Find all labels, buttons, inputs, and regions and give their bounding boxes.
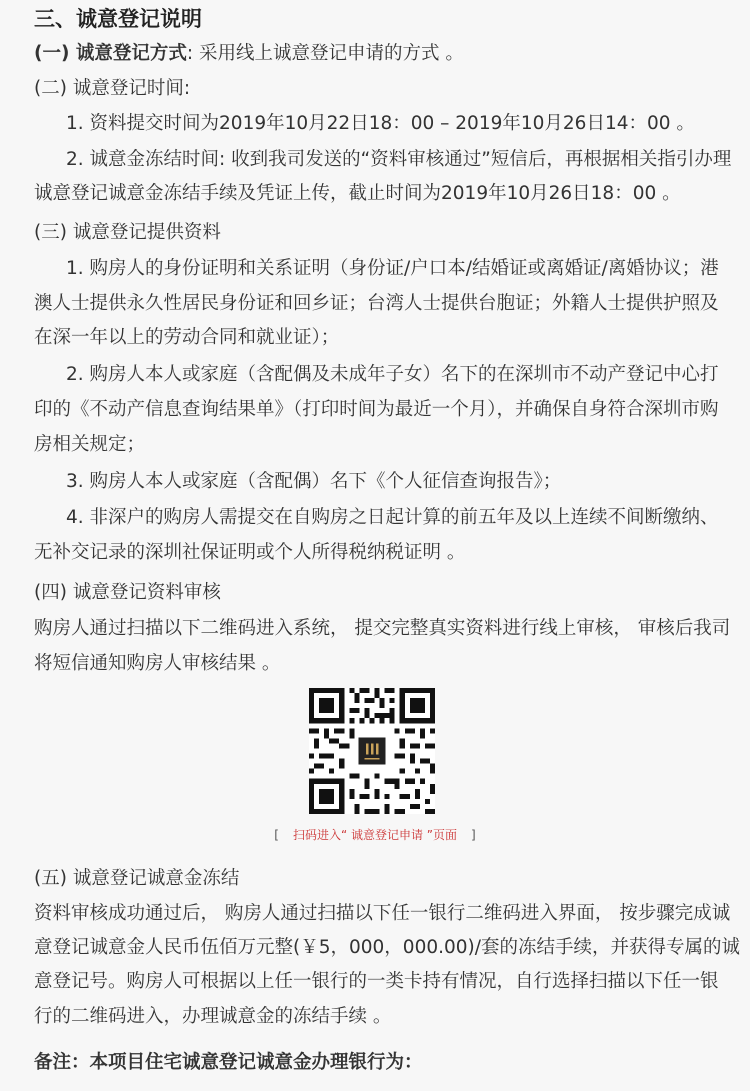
materials-item-2-line-1: 2. 购房人本人或家庭（含配偶及未成年子女）名下的在深圳市不动产登记中心打 [66, 364, 719, 385]
qr-code-icon[interactable] [308, 688, 436, 814]
time-item-1: 1. 资料提交时间为2019年10月22日18：00 – 2019年10月26日14：00 。 [66, 113, 695, 134]
note: 备注：本项目住宅诚意登记诚意金办理银行为： [34, 1052, 423, 1073]
materials-item-4-line-2: 无补交记录的深圳社保证明或个人所得税纳税证明 。 [34, 542, 466, 563]
freeze-line-1: 资料审核成功通过后， 购房人通过扫描以下任一银行二维码进入界面， 按步骤完成诚 [34, 903, 731, 924]
materials-item-3: 3. 购房人本人或家庭（含配偶）名下《个人征信查询报告》； [66, 471, 562, 492]
method-text: : 采用线上诚意登记申请的方式 。 [186, 43, 464, 64]
freeze-label: (五) 诚意登记诚意金冻结 [34, 868, 240, 889]
materials-item-1-line-1: 1. 购房人的身份证明和关系证明（身份证/户口本/结婚证或离婚证/离婚协议；港 [66, 258, 719, 279]
method-line [34, 41, 750, 67]
time-item-2-line-1: 2. 诚意金冻结时间: 收到我司发送的“资料审核通过”短信后，再根据相关指引办理 [66, 149, 732, 170]
materials-item-4-line-1: 4. 非深户的购房人需提交在自购房之日起计算的前五年及以上连续不间断缴纳、 [66, 507, 719, 528]
materials-item-1-line-2: 澳人士提供永久性居民身份证和回乡证；台湾人士提供台胞证；外籍人士提供护照及 [34, 293, 719, 314]
materials-item-1-line-3: 在深一年以上的劳动合同和就业证）； [34, 327, 340, 348]
time-label: (二) 诚意登记时间: [34, 78, 191, 99]
freeze-line-4: 行的二维码进入，办理诚意金的冻结手续 。 [34, 1006, 392, 1027]
qr-caption-close-bracket: ] [471, 828, 476, 842]
materials-item-2-line-3: 房相关规定； [34, 434, 146, 455]
freeze-line-2: 意登记诚意金人民币伍佰万元整(￥5，000，000.00)/套的冻结手续，并获得专属的诚 [34, 937, 740, 958]
qr-caption [0, 827, 750, 843]
materials-label: (三) 诚意登记提供资料 [34, 222, 221, 243]
freeze-line-3: 意登记号。购房人可根据以上任一银行的一类卡持有情况，自行选择扫描以下任一银 [34, 971, 719, 992]
review-line-1: 购房人通过扫描以下二维码进入系统， 提交完整真实资料进行线上审核， 审核后我司 [34, 618, 731, 639]
method-label: (一) 诚意登记方式 [34, 43, 187, 64]
qr-caption-open-bracket: [ [274, 828, 279, 842]
review-label: (四) 诚意登记资料审核 [34, 582, 221, 603]
qr-caption-text: 扫码进入“ 诚意登记申请 ”页面 [292, 828, 458, 842]
review-line-2: 将短信通知购房人审核结果 。 [34, 653, 281, 674]
time-item-2-line-2: 诚意登记诚意金冻结手续及凭证上传，截止时间为2019年10月26日18：00 。 [34, 183, 681, 204]
section-title: 三、诚意登记说明 [34, 7, 202, 31]
materials-item-2-line-2: 印的《不动产信息查询结果单》（打印时间为最近一个月），并确保自身符合深圳市购 [34, 399, 719, 420]
